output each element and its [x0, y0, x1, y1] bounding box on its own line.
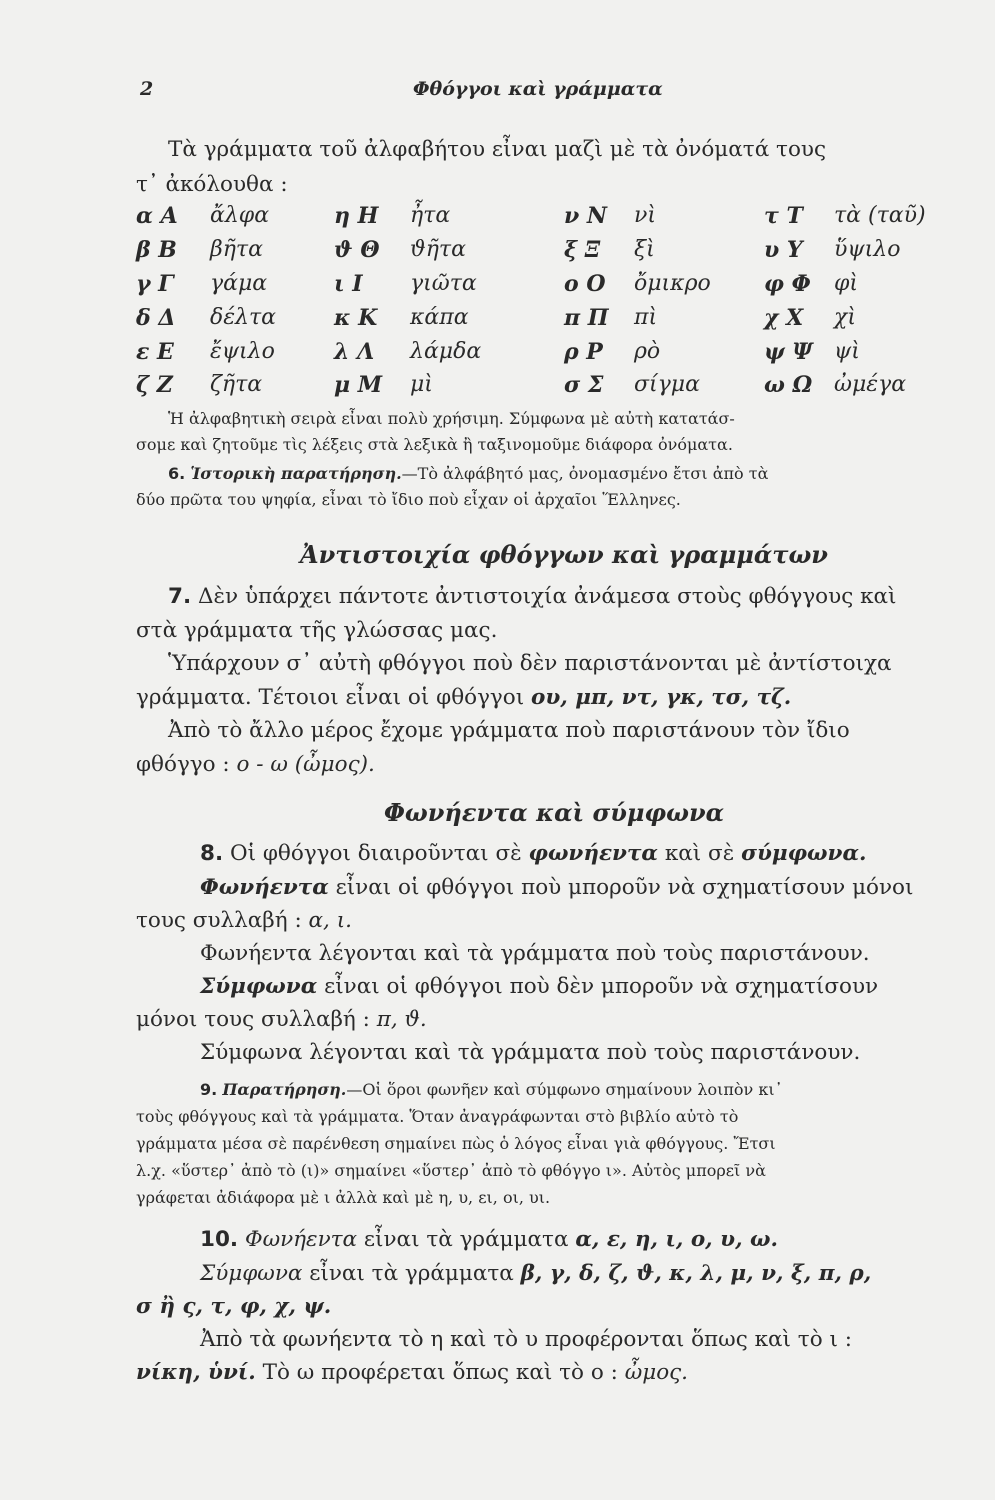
letter-name: ὕψιλο: [834, 237, 901, 262]
intro-line: τ᾽ ἀκόλουθα :: [136, 172, 288, 197]
letter-pair: χ Χ: [764, 305, 804, 331]
letter-name: μὶ: [410, 372, 433, 397]
letter-name: ἔψιλο: [210, 339, 275, 364]
letter-name: τὰ (ταῦ): [834, 203, 926, 228]
letter-name: ϑῆτα: [410, 237, 466, 262]
letter-pair: β Β: [136, 237, 177, 263]
letter-pair: λ Λ: [334, 339, 375, 365]
letter-name: γιῶτα: [410, 271, 477, 296]
alphabet-row: [0, 305, 995, 335]
running-title: Φθόγγοι καὶ γράμματα: [413, 78, 663, 100]
letter-name: ὠμέγα: [834, 372, 907, 397]
p7-line: στὰ γράμματα τῆς γλώσσας μας.: [136, 618, 498, 643]
p8-example: π, ϑ.: [376, 1007, 427, 1032]
p7-line: Ἀπὸ τὸ ἄλλο μέρος ἔχομε γράμματα ποὺ παριστάνουν τὸν ἴδιο: [168, 718, 850, 743]
p9-text: —Οἱ ὅροι φωνῆεν καὶ σύμφωνο σημαίνουν λοιπὸν κι᾽: [346, 1080, 783, 1099]
alphabet-row: [0, 372, 995, 402]
p7-line: Ὑπάρχουν σ᾽ αὐτὴ φθόγγοι ποὺ δὲν παριστάνονται μὲ ἀντίστοιχα: [168, 651, 892, 676]
p8-line: [200, 875, 913, 900]
p8-term: Σύμφωνα: [200, 974, 318, 999]
letter-name: ρὸ: [634, 339, 661, 364]
p8-text: καὶ σὲ: [657, 841, 742, 866]
note-number: 6.: [168, 464, 186, 483]
p8-text: Οἱ φθόγγοι διαιροῦνται σὲ: [229, 841, 529, 866]
p10-line: [200, 1227, 778, 1252]
letter-pair: ω Ω: [764, 372, 813, 398]
letter-pair: ν Ν: [564, 203, 608, 229]
letter-name: σίγμα: [634, 372, 700, 397]
note-6-line: [168, 464, 768, 483]
p7-examples: ου, μπ, ντ, γκ, τσ, τζ.: [531, 685, 792, 710]
note-text: —Τὸ ἀλφάβητό μας, ὀνομασμένο ἔτσι ἀπὸ τὰ: [401, 464, 769, 483]
letter-pair: ψ Ψ: [764, 339, 813, 365]
p7-text: Δὲν ὑπάρχει πάντοτε ἀντιστοιχία ἀνάμεσα στοὺς φθόγγους καὶ: [197, 584, 897, 609]
p10-term: Σύμφωνα: [200, 1261, 303, 1286]
letter-pair: σ Σ: [564, 372, 604, 398]
p10-example: ὦμος.: [624, 1360, 689, 1385]
letter-name: φὶ: [834, 271, 859, 296]
p7-line: [168, 584, 896, 609]
letter-name: ζῆτα: [210, 372, 263, 397]
letter-name: νὶ: [634, 203, 656, 228]
p10-letters: α, ε, η, ι, ο, υ, ω.: [575, 1227, 778, 1252]
p10-line: Ἀπὸ τὰ φωνήεντα τὸ η καὶ τὸ υ προφέρονται ὅπως καὶ τὸ ι :: [200, 1327, 852, 1352]
letter-pair: ρ Ρ: [564, 339, 603, 365]
p8-line: [136, 1007, 427, 1032]
letter-name: κάπα: [410, 305, 469, 330]
p9-line: λ.χ. «ὕστερ᾽ ἀπὸ τὸ (ι)» σημαίνει «ὕστερ᾽ ἀπὸ τὸ φθόγγο ι». Αὐτὸς μπορεῖ νὰ: [136, 1161, 766, 1180]
intro-line: Τὰ γράμματα τοῦ ἀλφαβήτου εἶναι μαζὶ μὲ τὰ ὀνόματά τους: [168, 137, 826, 162]
p10-example: νίκη, ὑνί.: [136, 1360, 256, 1385]
p8-line: [136, 908, 352, 933]
alphabet-row: [0, 339, 995, 369]
letter-pair: ξ Ξ: [564, 237, 601, 263]
p8-example: α, ι.: [308, 908, 352, 933]
p8-term: σύμφωνα.: [741, 841, 867, 866]
p8-text: εἶναι οἱ φθόγγοι ποὺ δὲν μποροῦν νὰ σχηματίσουν: [317, 974, 879, 999]
letter-pair: δ Δ: [136, 305, 176, 331]
letter-pair: κ Κ: [334, 305, 378, 331]
letter-name: πὶ: [634, 305, 658, 330]
p7-example: ο - ω (ὦμος).: [236, 752, 375, 777]
letter-pair: η Η: [334, 203, 379, 229]
paragraph-number: 9.: [200, 1080, 218, 1099]
letter-pair: ζ Ζ: [136, 372, 173, 398]
p10-term: Φωνήεντα: [244, 1227, 358, 1252]
letter-name: ἄλφα: [210, 203, 270, 228]
p10-line: [200, 1261, 871, 1286]
letter-name: βῆτα: [210, 237, 263, 262]
p10-text: εἶναι τὰ γράμματα: [302, 1261, 521, 1286]
p8-term: Φωνήεντα: [200, 875, 329, 900]
p9-line: γράμματα μέσα σὲ παρένθεση σημαίνει πὼς ὁ λόγος εἶναι γιὰ φθόγγους. Ἔτσι: [136, 1134, 776, 1153]
p10-text: εἶναι τὰ γράμματα: [357, 1227, 576, 1252]
paragraph-number: 10.: [200, 1227, 239, 1252]
letter-name: ξὶ: [634, 237, 655, 262]
letter-pair: μ Μ: [334, 372, 383, 398]
p9-line: [200, 1080, 783, 1099]
letter-name: ὄμικρο: [634, 271, 711, 296]
letter-pair: φ Φ: [764, 271, 811, 297]
section-title: Ἀντιστοιχία φθόγγων καὶ γραμμάτων: [300, 540, 828, 569]
section-title: Φωνήεντα καὶ σύμφωνα: [384, 798, 725, 827]
alphabet-row: [0, 203, 995, 233]
letter-pair: γ Γ: [136, 271, 174, 297]
p7-text: φθόγγο :: [136, 752, 237, 777]
p8-line: Φωνήεντα λέγονται καὶ τὰ γράμματα ποὺ τοὺς παριστάνουν.: [200, 941, 870, 966]
letter-pair: ϑ Θ: [334, 237, 380, 263]
letter-name: δέλτα: [210, 305, 277, 330]
note-line: Ἡ ἀλφαβητικὴ σειρὰ εἶναι πολὺ χρήσιμη. Σύμφωνα μὲ αὐτὴ κατατάσ-: [168, 409, 735, 428]
p7-text: γράμματα. Τέτοιοι εἶναι οἱ φθόγγοι: [136, 685, 531, 710]
paragraph-number: 8.: [200, 841, 224, 866]
p8-line: Σύμφωνα λέγονται καὶ τὰ γράμματα ποὺ τοὺς παριστάνουν.: [200, 1040, 861, 1065]
letter-pair: π Π: [564, 305, 609, 331]
p10-text: Τὸ ω προφέρεται ὅπως καὶ τὸ ο :: [255, 1360, 625, 1385]
p7-line: [136, 752, 375, 777]
letter-name: ἦτα: [410, 203, 451, 228]
p8-line: [200, 974, 878, 999]
p7-line: [136, 685, 791, 710]
letter-pair: α Α: [136, 203, 178, 229]
letter-pair: ε Ε: [136, 339, 174, 365]
letter-pair: ο Ο: [564, 271, 606, 297]
note-label: Παρατήρηση.: [222, 1080, 347, 1099]
alphabet-row: [0, 271, 995, 301]
note-line: σομε καὶ ζητοῦμε τὶς λέξεις στὰ λεξικὰ ἢ ταξινομοῦμε διάφορα ὀνόματα.: [136, 435, 733, 454]
letter-name: γάμα: [210, 271, 268, 296]
page-number: 2: [140, 78, 154, 100]
letter-name: χὶ: [834, 305, 856, 330]
letter-pair: τ Τ: [764, 203, 803, 229]
letter-pair: ι Ι: [334, 271, 363, 297]
paragraph-number: 7.: [168, 584, 192, 609]
p10-letters: β, γ, δ, ζ, ϑ, κ, λ, μ, ν, ξ, π, ρ,: [520, 1261, 872, 1286]
p9-line: γράφεται ἀδιάφορα μὲ ι ἀλλὰ καὶ μὲ η, υ, ει, οι, υι.: [136, 1188, 551, 1207]
note-label: Ἱστορικὴ παρατήρηση.: [190, 464, 402, 483]
p9-line: τοὺς φθόγγους καὶ τὰ γράμματα. Ὅταν ἀναγράφωνται στὸ βιβλίο αὐτὸ τὸ: [136, 1107, 739, 1126]
p10-line: σ ἢ ς, τ, φ, χ, ψ.: [136, 1294, 332, 1319]
note-6-line: δύο πρῶτα του ψηφία, εἶναι τὸ ἴδιο ποὺ εἶχαν οἱ ἀρχαῖοι Ἕλληνες.: [136, 490, 681, 509]
letter-name: λάμδα: [410, 339, 482, 364]
p8-text: εἶναι οἱ φθόγγοι ποὺ μποροῦν νὰ σχηματίσουν μόνοι: [328, 875, 914, 900]
letter-pair: υ Υ: [764, 237, 803, 263]
p8-text: τους συλλαβή :: [136, 908, 309, 933]
p8-text: μόνοι τους συλλαβή :: [136, 1007, 377, 1032]
p10-line: [136, 1360, 688, 1385]
p8-line: [200, 841, 866, 866]
alphabet-row: [0, 237, 995, 267]
p8-term: φωνήεντα: [528, 841, 658, 866]
letter-name: ψὶ: [834, 339, 860, 364]
